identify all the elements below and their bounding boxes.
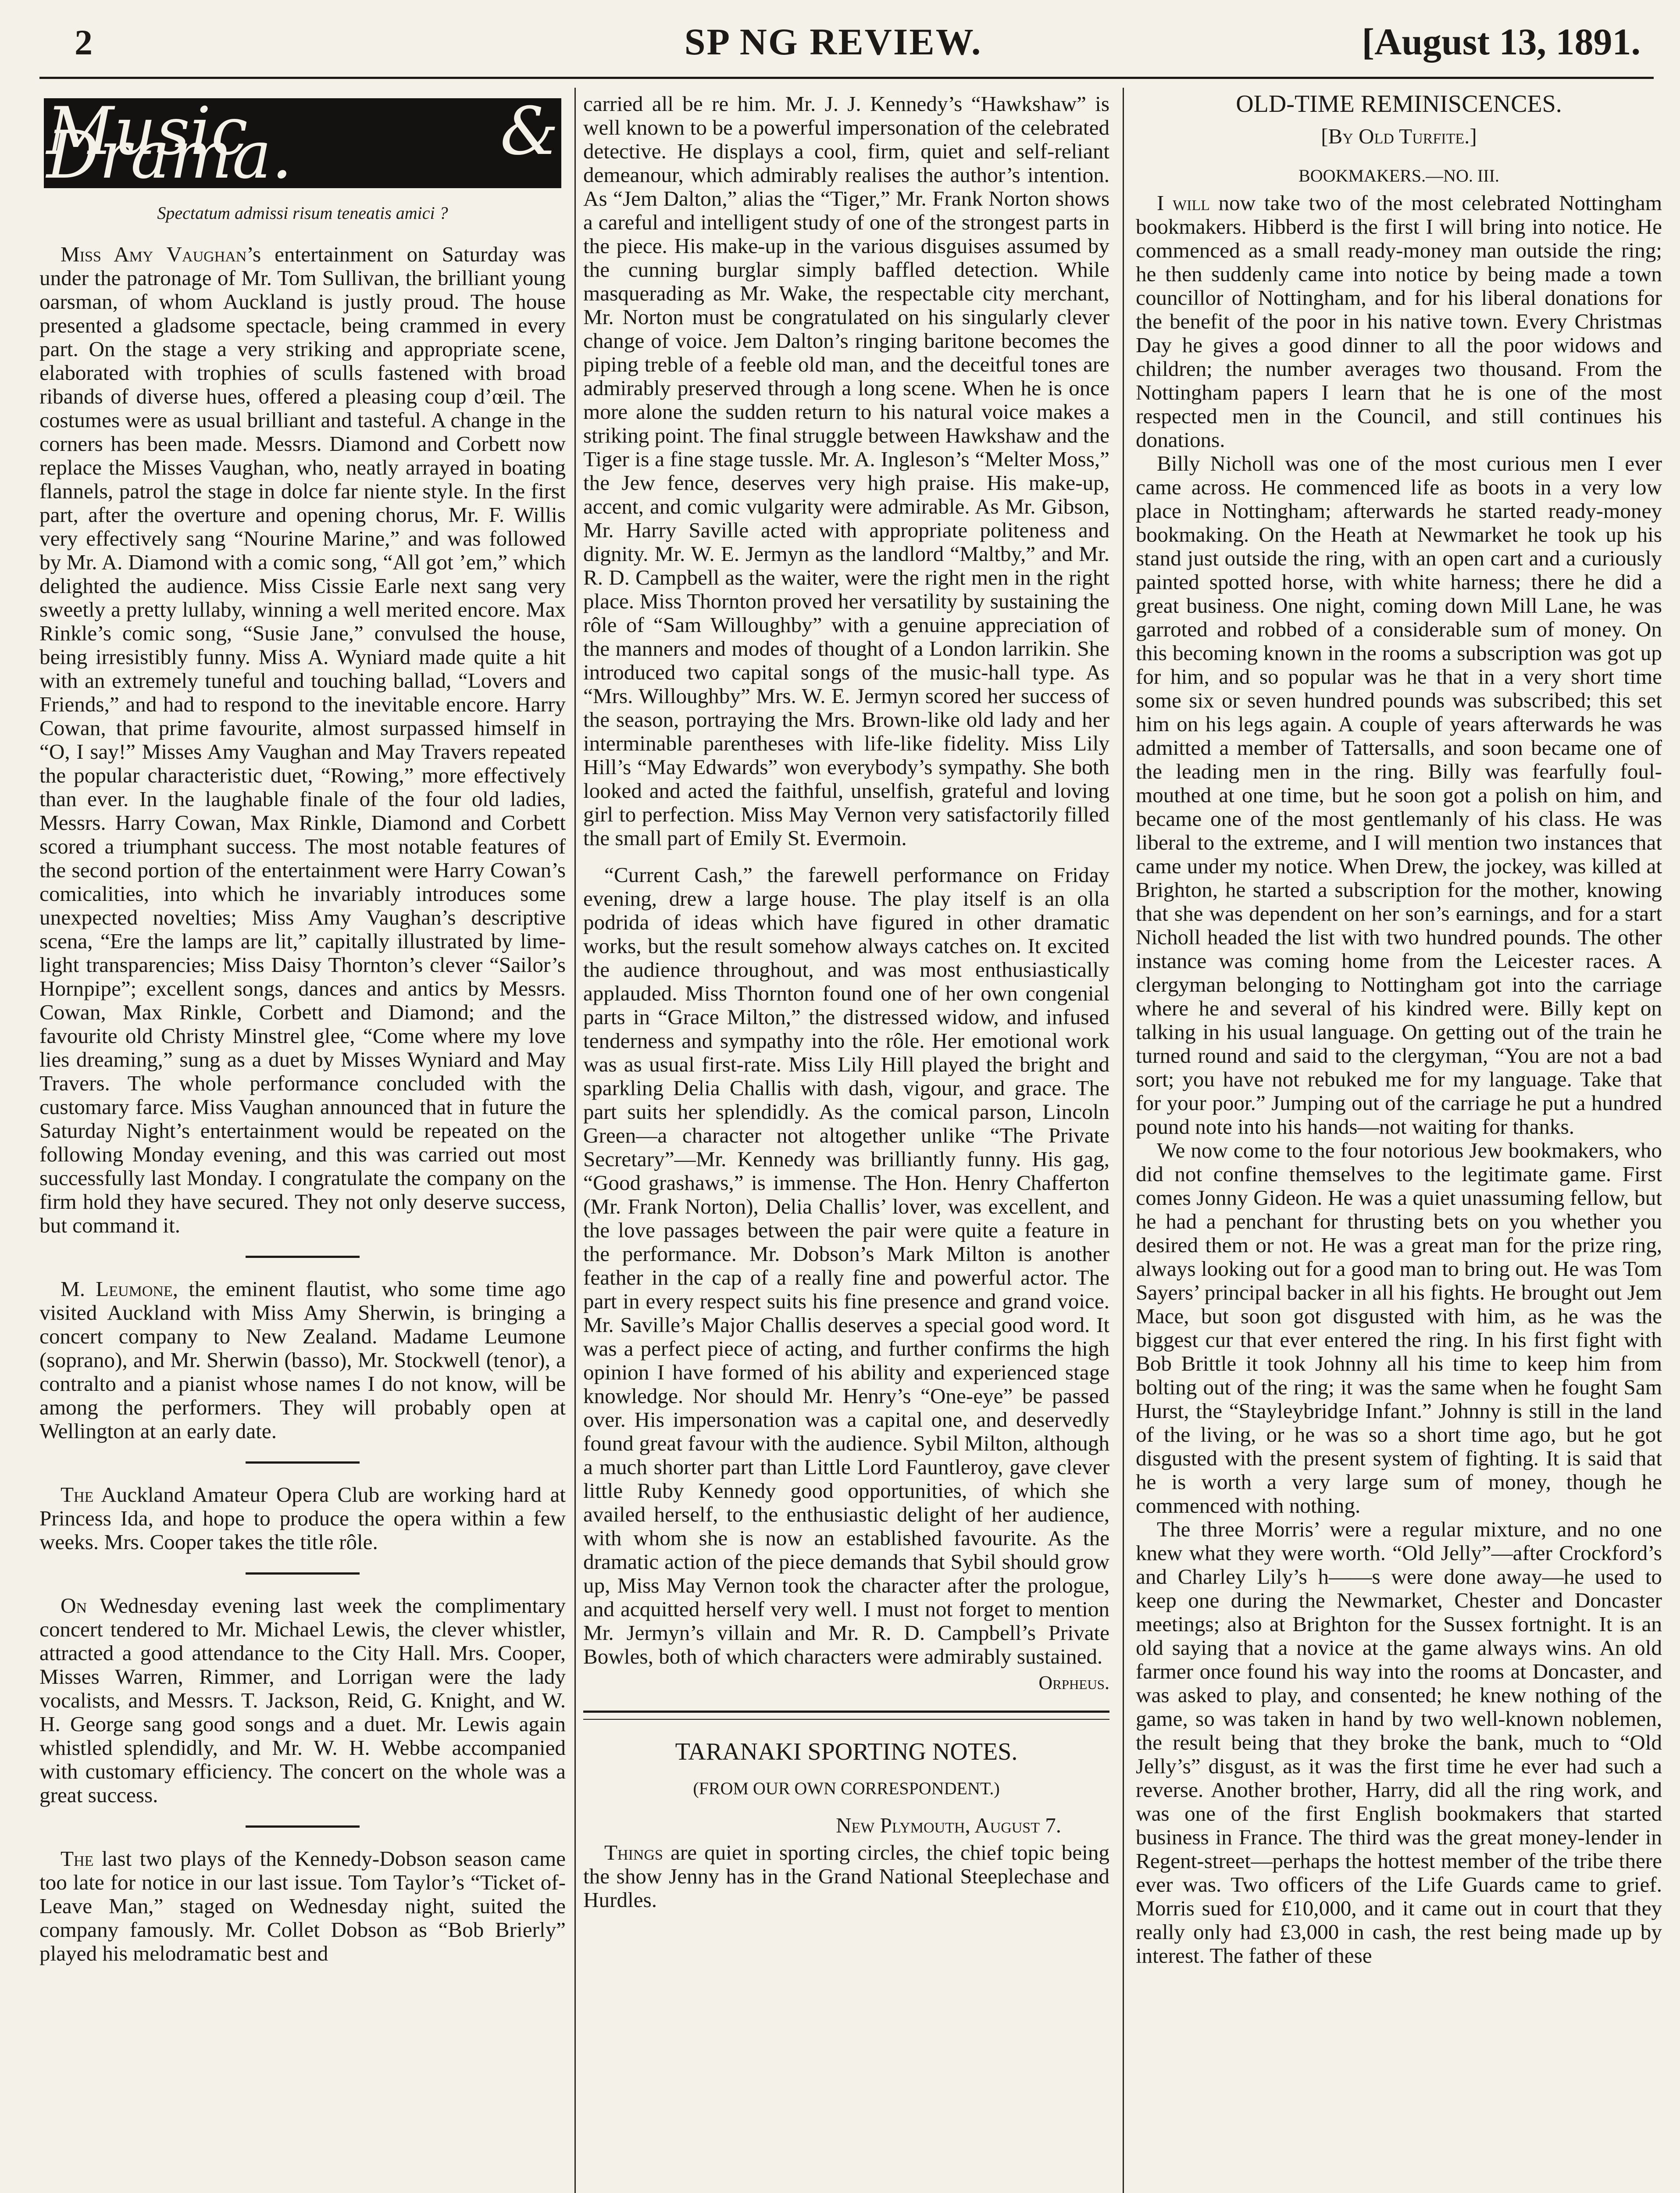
section-motto: Spectatum admissi risum teneatis amici ? xyxy=(157,203,448,223)
double-rule xyxy=(583,1711,1109,1720)
article-paragraph: The last two plays of the Kennedy-Dobson season came too late for notice in our last issue. Tom Taylor’s “Ticket of-Leave Man,” staged on Wednesday night, suited the company famously. Mr. Collet Dobson as “Bob Brierly” played his melodramatic best and xyxy=(39,1847,566,1965)
article-paragraph: Miss Amy Vaughan’s entertainment on Saturday was under the patronage of Mr. Tom Sullivan, the brilliant young oarsman, of whom Auckland is justly proud. The house presented a gladsome spectacle, being crammed in every part. On the stage a very striking and appropriate scene, elaborated with trophies of sculls fastened with broad ribands of diverse hues, offered a pleasing coup d’œil. The costumes were as usual brilliant and tasteful. A change in the corners has been made. Messrs. Diamond and Corbett now replace the Misses Vaughan, who, neatly arrayed in boating flannels, patrol the stage in dolce far niente style. In the first part, after the overture and opening chorus, Mr. F. Willis very effectively sang “Nourine Marine,” and was followed by Mr. A. Diamond with a comic song, “All got ’em,” which delighted the audience. Miss Cissie Earle next sang very sweetly a pretty lullaby, winning a well merited encore. Max Rinkle’s comic song, “Susie Jane,” convulsed the house, being irresistibly funny. Miss A. Wyniard made quite a hit with an extremely tuneful and touching ballad, “Lovers and Friends,” and had to respond to the inevitable encore. Harry Cowan, that prime favourite, almost surpassed himself in “O, I say!” Misses Amy Vaughan and May Travers repeated the popular characteristic duet, “Rowing,” more effectively than ever. In the laughable finale of the four old ladies, Messrs. Harry Cowan, Max Rinkle, Diamond and Corbett scored a triumphant success. The most notable features of the second portion of the entertainment were Harry Cowan’s comicalities, into which he invariably introduces some unexpected novelties; Miss Amy Vaughan’s descriptive scena, “Ere the lamps are lit,” capitally illustrated by lime-light transparencies; Miss Daisy Thornton’s clever “Sailor’s Hornpipe”; excellent songs, dances and antics by Messrs. Cowan, Max Rinkle, Corbett and Diamond; and the favourite old Christy Minstrel glee, “Come where my love lies dreaming,” sung as a duet by Misses Wyniard and May Travers. The whole performance concluded with the customary farce. Miss Vaughan announced that in future the Saturday Night’s entertainment would be repeated on the following Monday evening, and this was carried out most successfully last Monday. I congratulate the company on the firm hold they have secured. They not only deserve success, but command it. xyxy=(39,242,566,1237)
music-drama-banner: Music & Drama. xyxy=(44,98,561,188)
dateline: New Plymouth, August 7. xyxy=(836,1813,1061,1837)
page-header xyxy=(0,0,1680,83)
column-reminiscences xyxy=(1136,92,1662,2193)
article-paragraph: M. Leumone, the eminent flautist, who some time ago visited Auckland with Miss Amy Sherwin, is bringing a concert company to New Zealand. Madame Leumone (soprano), and Mr. Sherwin (basso), Mr. Stockwell (tenor), a contralto and a pianist whose names I do not know, will be among the performers. They will probably open at Wellington at an early date. xyxy=(39,1277,566,1443)
column-rule xyxy=(1123,88,1124,2193)
header-rule xyxy=(39,77,1654,79)
section-separator xyxy=(246,1461,360,1464)
subheading: BOOKMAKERS.—NO. III. xyxy=(1298,166,1499,186)
taranaki-heading: TARANAKI SPORTING NOTES. xyxy=(675,1738,1018,1765)
article-paragraph: Things are quiet in sporting circles, the chief topic being the show Jenny has in the Grand National Steeplechase and Hurdles. xyxy=(583,1840,1109,1912)
article-paragraph: carried all be re him. Mr. J. J. Kennedy’s “Hawkshaw” is well known to be a powerful impersonation of the celebrated detective. He displays a cool, firm, quiet and self-reliant demeanour, which admirably realises the author’s intention. As “Jem Dalton,” alias the “Tiger,” Mr. Frank Norton shows a careful and intelligent study of one of the strongest parts in the piece. His make-up in the various disguises assumed by the cunning burglar simply baffled detection. While masquerading as Mr. Wake, the respectable city merchant, Mr. Norton must be congratulated on his singularly clever change of voice. Jem Dalton’s ringing baritone becomes the piping treble of a feeble old man, and the deceitful tones are admirably preserved through a long scene. When he is once more alone the sudden return to his natural voice makes a striking point. The final struggle between Hawkshaw and the Tiger is a fine stage tussle. Mr. A. Ingleson’s “Melter Moss,” the Jew fence, deserves very high praise. His make-up, accent, and comic vulgarity were admirable. As Mr. Gibson, Mr. Harry Saville acted with appropriate politeness and dignity. Mr. W. E. Jermyn as the landlord “Maltby,” and Mr. R. D. Campbell as the waiter, were the right men in the right place. Miss Thornton proved her versatility by sustaining the rôle of “Sam Willoughby” with a genuine appreciation of the manners and modes of thought of a London larrikin. She introduced two capital songs of the music-hall type. As “Mrs. Willoughby” Mrs. W. E. Jermyn scored her success of the season, portraying the Mrs. Brown-like old lady and her interminable parentheses with life-like fidelity. Miss Lily Hill’s “May Edwards” won everybody’s sympathy. She both looked and acted the faithful, unselfish, grateful and loving girl to perfection. Miss May Vernon very satisfactorily filled the small part of Emily St. Evermoin. xyxy=(583,92,1109,850)
article-paragraph: The Auckland Amateur Opera Club are working hard at Princess Ida, and hope to produce the opera within a few weeks. Mrs. Cooper takes the title rôle. xyxy=(39,1482,566,1554)
article-paragraph: “Current Cash,” the farewell performance on Friday evening, drew a large house. The play itself is an olla podrida of ideas which have figured in other dramatic works, but the result somehow always catches on. It excited the audience throughout, and was most enthusiastically applauded. Miss Thornton found one of her own congenial parts in “Grace Milton,” the distressed widow, and infused tenderness and sympathy into the rôle. Her emotional work was as usual first-rate. Miss Lily Hill played the bright and sparkling Delia Challis with dash, vigour, and grace. The part suits her splendidly. As the comical parson, Lincoln Green—a character not altogether unlike “The Private Secretary”—Mr. Kennedy was brilliantly funny. His gag, “Good grashaws,” is immense. The Hon. Henry Chafferton (Mr. Frank Norton), Delia Challis’ lover, was excellent, and the love passages between the pair were quite a feature in the performance. Mr. Dobson’s Mark Milton is another feather in the cap of a really fine and powerful actor. The part in every respect suits his fine presence and grand voice. Mr. Saville’s Major Challis deserves a special good word. It was a perfect piece of acting, and further confirms the high opinion I have formed of his ability and experienced stage knowledge. Nor should Mr. Henry’s “One-eye” be passed over. His impersonation was a capital one, and deservedly found great favour with the audience. Sybil Milton, although a much shorter part than Little Lord Fauntleroy, gave clever little Ruby Kennedy good opportunities, of which she availed herself, to the enthusiastic delight of her audience, with whom she is now an established favourite. As the dramatic action of the piece demands that Sybil should grow up, Miss May Vernon took the character after the prologue, and acquitted herself very well. I must not forget to mention Mr. Jermyn’s villain and Mr. R. D. Campbell’s Private Bowles, both of which characters were admirably sustained. xyxy=(583,863,1109,1668)
reminiscences-heading: OLD-TIME REMINISCENCES. xyxy=(1236,92,1562,118)
article-paragraph: I will now take two of the most celebrated Nottingham bookmakers. Hibberd is the first I will bring into notice. He commenced as a small ready-money man outside the ring; he then suddenly came into notice by being made a town councillor of Nottingham, and for his liberal donations for the benefit of the poor in his native town. Every Christmas Day he gives a good dinner to all the poor widows and children; the number averages two thousand. From the Nottingham papers I learn that he is one of the most respected men in the Council, and still continues his donations. xyxy=(1136,191,1662,452)
article-paragraph: On Wednesday evening last week the complimentary concert tendered to Mr. Michael Lewis, the clever whistler, attracted a good attendance to the City Hall. Mrs. Cooper, Misses Warren, Rimmer, and Lorrigan were the lady vocalists, and Messrs. T. Jackson, Reid, G. Knight, and W. H. George sang good songs and a duet. Mr. Lewis again whistled splendidly, and Mr. W. H. Webbe accompanied with customary efficiency. The concert on the whole was a great success. xyxy=(39,1593,566,1807)
column-continued xyxy=(583,92,1109,2193)
article-paragraph: We now come to the four notorious Jew bookmakers, who did not confine themselves to the legitimate game. First comes Jonny Gideon. He was a quiet unassuming fellow, but he had a penchant for thrusting bets on you whether you desired them or not. He was a great man for the prize ring, always looking out for a good man to bring out. He was Tom Sayers’ principal backer in all his fights. He brought out Jem Mace, but soon got disgusted with him, as he was the biggest cur that ever entered the ring. In his first fight with Bob Brittle it took Johnny all his time to keep him from bolting out of the ring; it was the same when he fought Sam Hurst, the “Stayleybridge Infant.” Johnny is still in the land of the living, or he was so a short time ago, but he got disgusted with the present system of fighting. It is said that he is worth a very large sum of money, though he commenced with nothing. xyxy=(1136,1138,1662,1518)
article-paragraph: Billy Nicholl was one of the most curious men I ever came across. He commenced life as boots in a very low place in Nottingham; afterwards he started ready-money bookmaking. On the Heath at Newmarket he took up his stand just outside the ring, with an open cart and a curiously painted spotted horse, with white harness; there he did a great business. One night, coming down Mill Lane, he was garroted and robbed of a considerable sum of money. On this becoming known in the rooms a subscription was got up for him, and so popular was he that in a very short time some six or seven hundred pounds was subscribed; this set him on his legs again. A couple of years afterwards he was admitted a member of Tattersalls, and soon became one of the leading men in the ring. Billy was fearfully foul-mouthed at one time, but he soon got a polish on him, and became one of the most gentlemanly of his class. He was liberal to the extreme, and I will mention two instances that came under my notice. When Drew, the jockey, was killed at Brighton, he started a subscription for the mother, knowing that she was dependent on her son’s earnings, and for a start Nicholl headed the list with two hundred pounds. The other instance was coming home from the Leicester races. A clergyman belonging to Nottingham got into the carriage where he and several of his kindred were. Billy kept on talking in his usual language. On getting out of the train he turned round and said to the clergyman, “You are not a bad sort; you have not rebuked me for my language. Take that for your poor.” Jumping out of the carriage he put a hundred pound note into his hands—not waiting for thanks. xyxy=(1136,451,1662,1139)
page-number: 2 xyxy=(75,22,93,62)
section-separator xyxy=(246,1256,360,1258)
issue-date: [August 13, 1891. xyxy=(1362,21,1641,63)
correspondent-line: (FROM OUR OWN CORRESPONDENT.) xyxy=(693,1779,1000,1798)
column-rule xyxy=(574,88,576,2193)
author-signature: Orpheus. xyxy=(1038,1672,1109,1693)
section-separator xyxy=(246,1572,360,1575)
section-separator xyxy=(246,1825,360,1828)
masthead-title: SP NG REVIEW. xyxy=(684,21,982,63)
article-paragraph: The three Morris’ were a regular mixture, and no one knew what they were worth. “Old Jelly”—after Crockford’s and Charley Lily’s h——s were done away—he used to keep one during the Newmarket, Chester and Doncaster meetings; also at Brighton for the Sussex fortnight. It is an old saying that a novice at the game always wins. An old farmer once found his way into the rooms at Doncaster, and was asked to play, and consented; he knew nothing of the game, so was taken in hand by two well-known noblemen, the result being that they broke the bank, much to “Old Jelly’s” disgust, as it was the first time he ever had such a reverse. Another brother, Harry, did all the ring work, and was one of the first English bookmakers that started business in France. The third was the great money-lender in Regent-street—perhaps the hottest member of the tribe there ever was. Two officers of the Life Guards came to grief. Morris sued for £10,000, and it came out in court that they really only had £3,000 in cash, the rest being made up by interest. The father of these xyxy=(1136,1517,1662,1968)
byline: [By Old Turfite.] xyxy=(1321,124,1477,148)
column-music-drama xyxy=(39,92,566,2193)
